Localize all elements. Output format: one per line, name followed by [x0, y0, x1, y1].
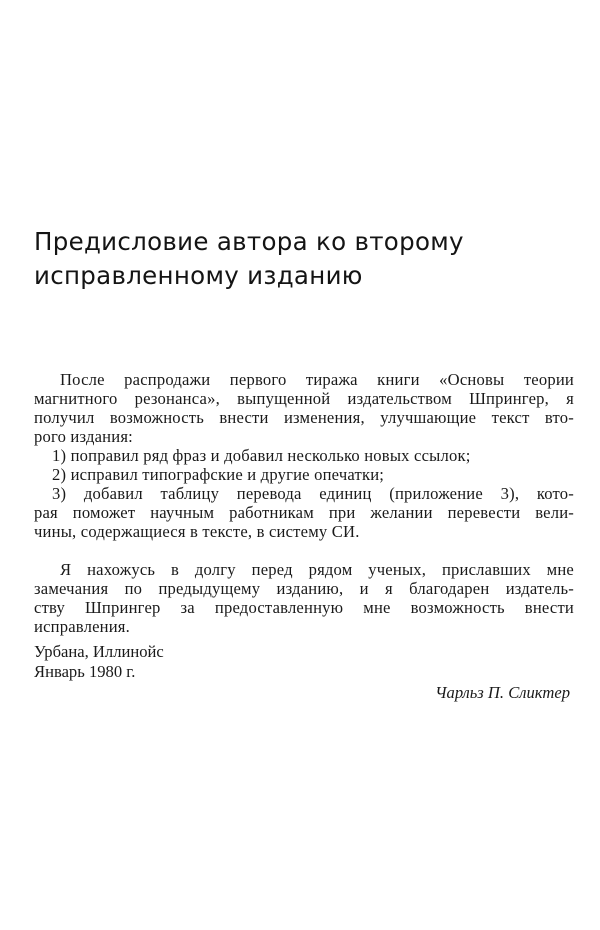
title-line-2: исправленному изданию — [34, 261, 363, 290]
place: Урбана, Иллинойс — [34, 642, 164, 661]
list-item-3-line: рая поможет научным работникам при желании перевести вели- — [34, 503, 574, 522]
paragraph-1-line: рого издания: — [34, 427, 133, 446]
paragraph-2-line: замечания по предыдущему изданию, и я благодарен издатель- — [34, 579, 574, 598]
paragraph-1-line: магнитного резонанса», выпущенной издательством Шпрингер, я — [34, 389, 574, 408]
paragraph-1-line: После распродажи первого тиража книги «Основы теории — [60, 370, 574, 389]
list-item-2: 2) исправил типографские и другие опечатки; — [52, 465, 385, 484]
paragraph-2-line: ству Шпрингер за предоставленную мне возможность внести — [34, 598, 574, 617]
place-and-date — [34, 642, 334, 682]
date: Январь 1980 г. — [34, 662, 136, 681]
paragraph-gap — [34, 541, 574, 560]
author-signature: Чарльз П. Сликтер — [435, 683, 570, 702]
paragraph-2-line: Я нахожусь в долгу перед рядом ученых, приславших мне — [60, 560, 574, 579]
list-item-1: 1) поправил ряд фраз и добавил несколько новых ссылок; — [52, 446, 471, 465]
list-item-3-line: чины, содержащиеся в тексте, в систему СИ. — [34, 522, 360, 541]
preface-body — [34, 370, 574, 636]
list-item-3-line: 3) добавил таблицу перевода единиц (приложение 3), кото- — [52, 484, 574, 503]
paragraph-2-line: исправления. — [34, 617, 130, 636]
title-line-1: Предисловие автора ко второму — [34, 227, 464, 256]
page-title — [34, 225, 574, 293]
paragraph-1-line: получил возможность внести изменения, улучшающие текст вто- — [34, 408, 574, 427]
